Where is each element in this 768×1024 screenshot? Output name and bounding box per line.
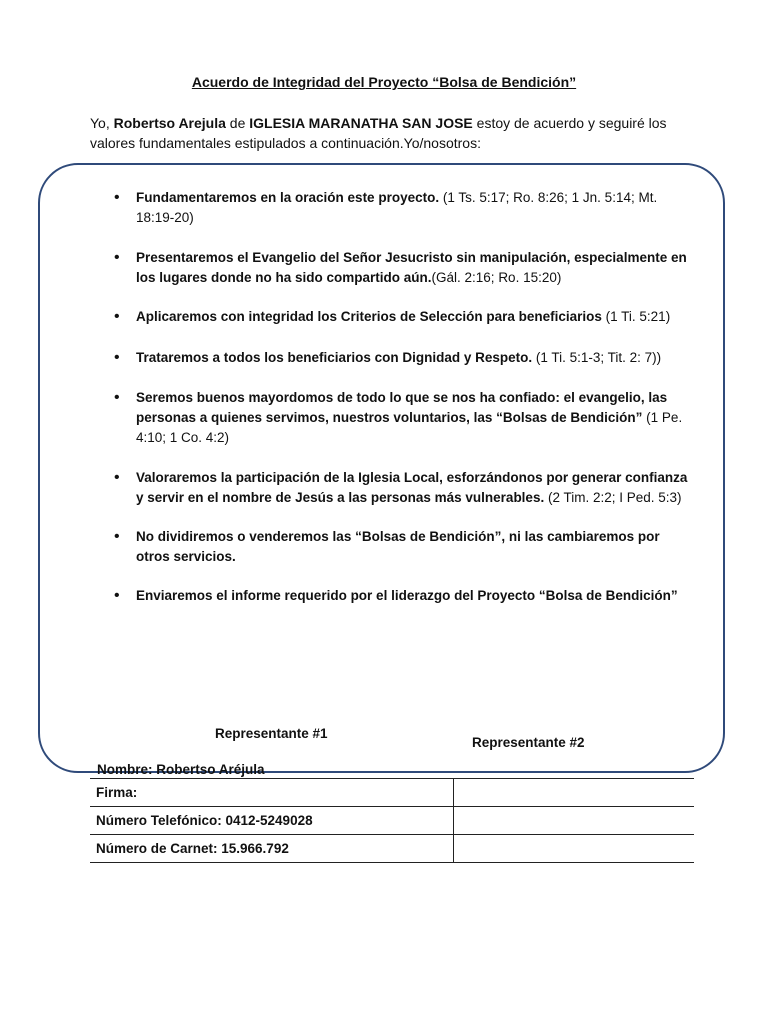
value-reference: (Gál. 2:16; Ro. 15:20) <box>431 270 562 285</box>
value-item <box>108 468 688 508</box>
value-item <box>108 248 688 288</box>
intro-church: IGLESIA MARANATHA SAN JOSE <box>249 115 473 131</box>
signature-table <box>90 778 694 863</box>
value-item <box>108 527 688 567</box>
phone-field-rep2 <box>454 807 695 835</box>
value-text: Aplicaremos con integridad los Criterios de Selección para beneficiarios <box>136 309 602 324</box>
value-reference: (2 Tim. 2:2; I Ped. 5:3) <box>544 490 682 505</box>
table-row <box>90 807 694 835</box>
value-text: Presentaremos el Evangelio del Señor Jesucristo sin manipulación, especialmente en los lugares donde no ha sido compartido aún. <box>136 250 687 285</box>
representative-1-label: Representante #1 <box>215 726 328 741</box>
value-text: Trataremos a todos los beneficiarios con Dignidad y Respeto. <box>136 350 533 365</box>
value-reference: (1 Ti. 5:21) <box>601 309 671 324</box>
intro-mid: de <box>225 115 250 131</box>
table-row <box>90 835 694 863</box>
value-item <box>108 188 688 228</box>
intro-name: Robertso Arejula <box>113 115 226 131</box>
value-reference: (1 Pe. 4:10; 1 Co. 4:2) <box>136 410 683 445</box>
table-row <box>90 779 694 807</box>
value-text: Enviaremos el informe requerido por el liderazgo del Proyecto “Bolsa de Bendición” <box>136 588 678 603</box>
value-text: No dividiremos o venderemos las “Bolsas de Bendición”, ni las cambiaremos por otros servicios. <box>136 529 660 564</box>
phone-field: Número Telefónico: 0412-5249028 <box>90 807 454 835</box>
value-text: Seremos buenos mayordomos de todo lo que se nos ha confiado: el evangelio, las personas a quienes servimos, nuestros voluntarios, las “Bolsas de Bendición” <box>136 390 668 425</box>
intro-rest: estoy de acuerdo y seguiré los valores fundamentales estipulados a continuación.Yo/nosotros: <box>90 115 667 151</box>
signature-field-rep2 <box>454 779 695 807</box>
representative-2-label: Representante #2 <box>472 735 585 750</box>
id-card-field: Número de Carnet: 15.966.792 <box>90 835 454 863</box>
intro-prefix: Yo, <box>90 115 114 131</box>
values-list <box>108 188 688 606</box>
value-item <box>108 348 688 368</box>
intro-paragraph <box>90 113 690 153</box>
document-title: Acuerdo de Integridad del Proyecto “Bolsa de Bendición” <box>191 74 577 90</box>
name-field: Nombre: Robertso Aréjula <box>97 762 265 777</box>
value-text: Valoraremos la participación de la Iglesia Local, esforzándonos por generar confianza y servir en el nombre de Jesús a las personas más vulnerables. <box>136 470 688 505</box>
value-text: Fundamentaremos en la oración este proyecto. <box>136 190 440 205</box>
value-item <box>108 307 688 327</box>
value-item <box>108 388 688 448</box>
id-card-field-rep2 <box>454 835 695 863</box>
value-reference: (1 Ti. 5:1-3; Tit. 2: 7)) <box>532 350 662 365</box>
value-reference: (1 Ts. 5:17; Ro. 8:26; 1 Jn. 5:14; Mt. 18:19-20) <box>136 190 658 225</box>
signature-field: Firma: <box>90 779 454 807</box>
value-item <box>108 586 688 606</box>
